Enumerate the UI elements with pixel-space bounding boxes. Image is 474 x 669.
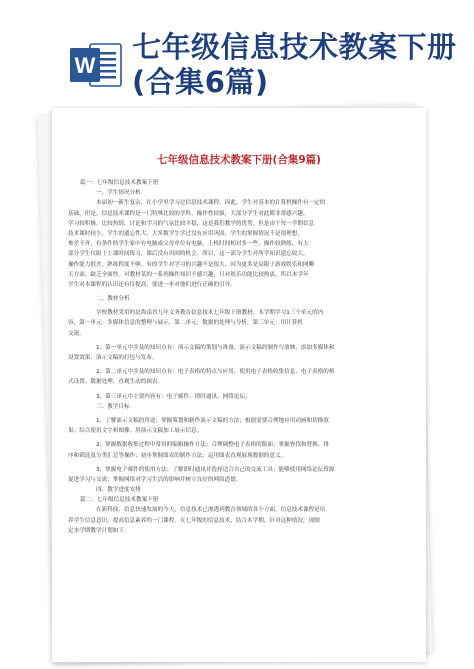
subheading-teaching-goals: 三、教学目标 — [96, 403, 130, 410]
document-title: 七年级信息技术教案下册(合集9篇) — [157, 154, 321, 166]
paragraph-line: 技术课时较少，学生的遗忘性大，大多数学生学过没有应用巩固，学生的掌握情况不是很理想， — [68, 230, 303, 237]
paragraph-line: 容，第一单元：多媒体信息的整理与展示，第二单元：数据的处理与分析，第三单元：用计算机 — [68, 320, 303, 327]
paragraph-line: 天方面。缺乏全面性。对教材某的一系列操作知识不感兴趣，只对娱乐功能比较热衷。所以本学年 — [68, 271, 309, 278]
paragraph-line: 式设置、数据处理、直观生动的图表。 — [68, 379, 164, 386]
paragraph-line: 学生对本课程的认识还有待提高，要进一步对他们进行正确的引导。 — [68, 281, 236, 288]
banner — [0, 0, 474, 110]
paragraph-line: 部分学生仅限于上课时间练习，课后没有巩固的机会。所以，这一部分学生对所学知识遗忘较大， — [68, 251, 309, 258]
paragraph-line: 3、第三单元中主要内容有：电子邮件、即时通讯、网络论坛。 — [96, 393, 251, 400]
paragraph-line: 参差不齐，有条件的学生家中有电脑或父母单位有电脑，上机时间相对多一些，操作较熟练，有大 — [68, 241, 309, 248]
paragraph-line: 果；综合使用文字和图像，用演示文稿加工展示信息。 — [68, 428, 203, 435]
paragraph-line: 养学生信息意识，提高信息素养的一门课程。在七年级的信息技术，结合本学期，针对这种情况，现制 — [68, 517, 320, 524]
paragraph-line: 1、第一单元中涉及的知识点有：演示文稿的策划与准备、演示文稿的制作与放映、添加多媒体和 — [96, 344, 335, 351]
paragraph-line: 2、第二单元中涉及的知识点有：电子表格的特点与应用、使用电子表格收集信息、电子表格的格 — [96, 369, 335, 376]
paragraph-line: 促进学习与交流；掌握网络对学习生活的影响并树立良好的网络道德。 — [68, 476, 242, 483]
paragraph-line: 序和筛选及分类汇总等操作；初步掌握图表的制作方法；运用图表直观展现数据的意义。 — [68, 452, 287, 459]
paragraph-line: 在新科技、信息快速发展的今天，信息技术已渗透到教育领域的各个方面，信息技术课程是培 — [96, 507, 326, 514]
paragraph-line: 1、了解演示文稿的用途；掌握策划和制作演示文稿的方法；根据需要合理地应用动画和切换效 — [96, 417, 329, 424]
paragraph-line: 基础。但是，信息技术课程是一门特殊比较的学科，操作性较强，大部分学生对此都非常感兴趣， — [68, 210, 309, 217]
paragraph-line: 3、掌握电子邮件的使用方法；了解即时通讯并选择适合自己的交流工具；能够使用网络论坛资源 — [96, 466, 335, 473]
document-body — [68, 178, 412, 536]
subheading-textbook-analysis: 二、教材分析 — [96, 296, 130, 303]
paragraph-line: 2、掌握数据收集过程中常用的编辑操作方法；合理调整电子表格的版面；掌握查找和替换、排 — [96, 442, 329, 449]
paragraph-line: 交流。 — [68, 330, 85, 337]
section-heading-2: 篇二：七年级信息技术教案下册 — [80, 497, 159, 504]
word-logo-letter: W — [74, 53, 96, 78]
paragraph-line: 学习较积极，比较热情，讨论和学习的气氛比较平稳，这是我们教学的优势。但是由于每一学期信息 — [68, 220, 315, 227]
document-page — [52, 108, 426, 662]
word-document-icon — [70, 42, 122, 88]
banner-title: 七年级信息技术教案下册(合集6篇) — [132, 30, 457, 99]
paragraph-line: 操作能力很差，熟练程度不够。有的学生对学习的兴趣不是很大，因为更多是局限于游戏娱乐和网聊 — [68, 261, 315, 268]
section-heading-1: 篇一：七年级信息技术教案下册 — [80, 180, 159, 186]
paragraph-line: 定本学期教学计划如下： — [68, 527, 130, 534]
paragraph-line: 本届初一新生复杂，在小学里学习过信息技术课程。因此，学生对基本的计算机操作有一定的 — [96, 200, 326, 207]
subheading-schedule: 四、教学进度安排 — [96, 487, 141, 494]
subheading-student-analysis: 一、学生情况分析 — [96, 190, 141, 197]
paragraph-line: 学校教材采用的是海南省九年义务教育信息技术七年级下册教材，本学期学习1三个单元的内 — [96, 310, 324, 317]
paragraph-line: 设置效果、演示文稿的打包与发布。 — [68, 355, 158, 361]
